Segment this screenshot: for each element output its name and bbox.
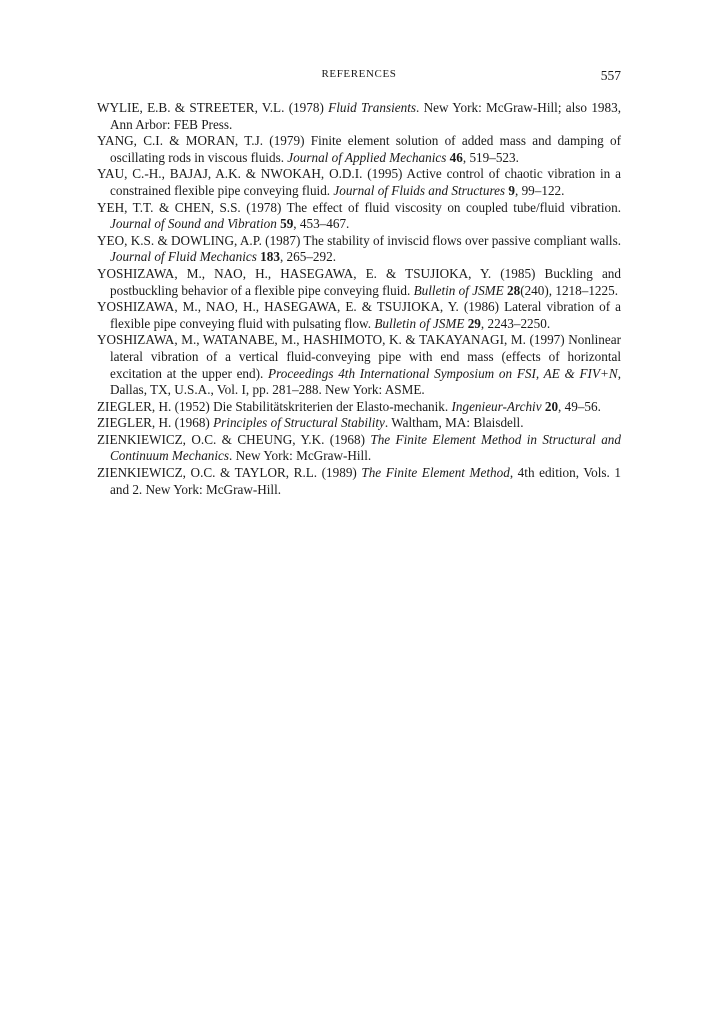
reference-volume: 9	[508, 182, 515, 198]
reference-text: . New York: McGraw-Hill.	[229, 448, 372, 464]
reference-text: , Dallas, TX, U.S.A., Vol. I, pp. 281–288. New York: ASME.	[110, 365, 621, 398]
reference-title: Journal of Fluid Mechanics	[110, 249, 257, 265]
reference-title: The Finite Element Method	[361, 465, 510, 481]
reference-text: YAU, C.-H., BAJAJ, A.K. & NWOKAH, O.D.I. (1995) Active control of chaotic vibration in a constrained flexible pipe conveying fluid.	[97, 166, 621, 198]
reference-volume: 183	[260, 249, 280, 265]
page-number: 557	[600, 68, 621, 83]
reference-text: YANG, C.I. & MORAN, T.J. (1979) Finite element solution of added mass and damping of oscillating rods in viscous fluids.	[97, 133, 621, 165]
reference-title: Journal of Fluids and Structures	[333, 182, 506, 198]
reference-text: ZIENKIEWICZ, O.C. & TAYLOR, R.L. (1989)	[97, 465, 362, 481]
reference-text: . New York: McGraw-Hill; also 1983, Ann Arbor: FEB Press.	[110, 100, 621, 132]
reference-volume: 20	[544, 398, 559, 414]
reference-title: Journal of Applied Mechanics	[287, 149, 447, 165]
reference-entry	[97, 415, 621, 432]
reference-text: . Waltham, MA: Blaisdell.	[384, 415, 524, 431]
reference-text: , 453–467.	[293, 216, 350, 232]
reference-text: , 265–292.	[279, 249, 336, 265]
reference-title: Ingenieur-Archiv	[451, 398, 542, 414]
reference-text: YOSHIZAWA, M., WATANABE, M., HASHIMOTO, K. & TAKAYANAGI, M. (1997) Nonlinear lateral vibration of a vertical fluid-conveying pipe with end mass (effects of horizontal excitation at the upper end).	[97, 332, 621, 381]
reference-text: , 519–523.	[462, 149, 519, 165]
reference-entry	[97, 332, 621, 398]
reference-title: Principles of Structural Stability	[213, 415, 385, 431]
reference-title: Proceedings 4th International Symposium on FSI, AE & FIV+N	[268, 365, 618, 381]
reference-text: ZIEGLER, H. (1952) Die Stabilitätskriterien der Elasto-mechanik.	[97, 398, 452, 414]
reference-text: (240), 1218–1225.	[520, 282, 618, 298]
reference-text: WYLIE, E.B. & STREETER, V.L. (1978)	[97, 100, 329, 115]
reference-text: , 4th edition, Vols. 1 and 2. New York: McGraw-Hill.	[110, 465, 621, 497]
reference-text: , 49–56.	[558, 398, 601, 414]
running-head: REFERENCES	[321, 68, 397, 80]
reference-entry	[97, 432, 621, 465]
reference-entry	[97, 200, 621, 233]
reference-list	[97, 100, 621, 498]
reference-volume: 59	[280, 216, 294, 232]
reference-text: YOSHIZAWA, M., NAO, H., HASEGAWA, E. & TSUJIOKA, Y. (1986) Lateral vibration of a flexible pipe conveying fluid with pulsating flow.	[97, 299, 621, 331]
reference-title: Bulletin of JSME	[413, 282, 504, 298]
reference-text: YEO, K.S. & DOWLING, A.P. (1987) The stability of inviscid flows over passive compliant walls.	[97, 232, 621, 248]
reference-entry	[97, 233, 621, 266]
reference-title: The Finite Element Method in Structural and Continuum Mechanics	[110, 431, 621, 464]
reference-text: YOSHIZAWA, M., NAO, H., HASEGAWA, E. & TSUJIOKA, Y. (1985) Buckling and postbuckling behavior of a flexible pipe conveying fluid.	[97, 265, 621, 298]
reference-entry	[97, 266, 621, 299]
reference-entry	[97, 100, 621, 133]
reference-text: , 99–122.	[514, 182, 565, 198]
reference-volume: 29	[467, 315, 481, 331]
reference-title: Journal of Sound and Vibration	[110, 216, 277, 232]
reference-text: ZIEGLER, H. (1968)	[97, 415, 214, 431]
reference-volume: 28	[507, 282, 521, 298]
reference-entry	[97, 399, 621, 416]
reference-text: ZIENKIEWICZ, O.C. & CHEUNG, Y.K. (1968)	[97, 431, 371, 447]
reference-text: , 2243–2250.	[480, 315, 551, 331]
reference-title: Fluid Transients	[328, 100, 416, 115]
reference-entry	[97, 133, 621, 166]
reference-text: YEH, T.T. & CHEN, S.S. (1978) The effect of fluid viscosity on coupled tube/fluid vibration.	[97, 199, 621, 215]
page-header	[97, 68, 621, 88]
reference-entry	[97, 166, 621, 199]
reference-title: Bulletin of JSME	[374, 315, 465, 331]
reference-entry	[97, 465, 621, 498]
reference-entry	[97, 299, 621, 332]
reference-volume: 46	[449, 149, 463, 165]
